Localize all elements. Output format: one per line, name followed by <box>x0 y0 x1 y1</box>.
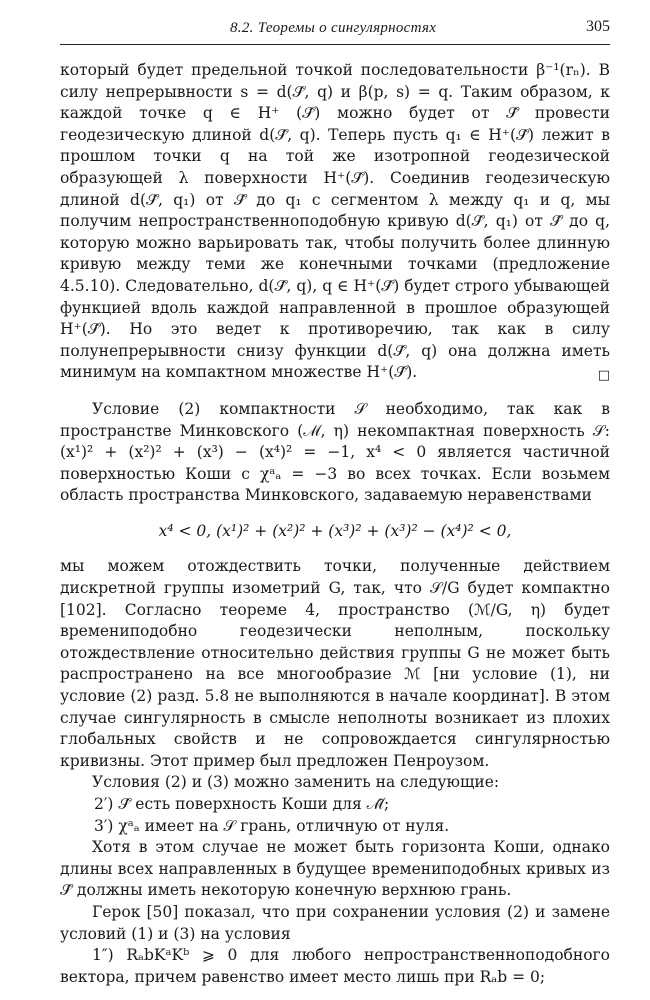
condition-3-prime: 3′) χᵃₐ имеет на 𝒮 грань, отличную от нуля. <box>94 816 450 835</box>
page-header <box>60 18 610 45</box>
qed-symbol: □ <box>597 368 610 384</box>
body-text <box>60 60 610 988</box>
paragraph-proof-end <box>60 60 610 384</box>
inequality-formula: x⁴ < 0, (x¹)² + (x²)² + (x³)² + (x³)² − (x⁴)² < 0, <box>158 521 512 540</box>
paragraph-cauchy-horizon: Хотя в этом случае не может быть горизонта Коши, однако длины всех направленных в будущее времениподобных кривых из 𝒮̂ должны иметь некоторую конечную верхнюю грань. <box>60 838 610 900</box>
proof-text: который будет предельной точкой последовательности β⁻¹(rₙ). В силу непрерывности s = d(𝒮̂, q) и β(p, s) = q. Таким образом, к каждой точке q ∈ H⁺ (𝒮̂) можно будет от 𝒮̂ провести геодезическую длиной d(𝒮̂, q). Теперь пусть q₁ ∈ H⁺(𝒮̂) лежит в прошлом точки q на той же изотропной геодезической образующей λ поверхности H⁺(𝒮̂). Соединив геодезическую длиной d(𝒮̂, q₁) от 𝒮̂ до q₁ с сегментом λ между q₁ и q, мы получим непространственноподобную кривую d(𝒮̂, q₁) от 𝒮̂ до q, которую можно варьировать так, чтобы получить более длинную кривую между теми же конечными точками (предложение 4.5.10). Следовательно, d(𝒮̂, q), q ∈ H⁺(𝒮̂) будет строго убывающей функцией вдоль каждой направленной в прошлое образующей H⁺(𝒮̂). Но это ведет к противоречию, так как в силу полунепрерывности снизу функции d(𝒮̂, q) она должна иметь минимум на компактном множестве H⁺(𝒮̂). <box>60 61 610 382</box>
condition-2-prime: 2′) 𝒮̂ есть поверхность Коши для ℳ̂; <box>94 795 390 813</box>
page-number: 305 <box>586 18 610 35</box>
condition-1-double-prime: 1″) RₐbKᵃKᵇ ⩾ 0 для любого непространственноподобного вектора, причем равенство имеет место лишь при Rₐb = 0; <box>60 946 610 986</box>
paragraph-replace-conditions: Условия (2) и (3) можно заменить на следующие: <box>92 773 500 792</box>
running-title: 8.2. Теоремы о сингулярностях <box>230 20 437 36</box>
paragraph-identification: мы можем отождествить точки, полученные действием дискретной группы изометрий G, так, что 𝒮/G будет компактно [102]. Согласно теореме 4, пространство (ℳ/G, η) будет времениподобно геодезически неполным, поскольку отождествление относительно действия группы G не может быть распространено на все многообразие ℳ [ни условие (1), ни условие (2) разд. 5.8 не выполняются в начале координат]. В этом случае сингулярность в смысле неполноты возникает из плохих глобальных свойств и не сопровождается сингулярностью кривизны. Этот пример был предложен Пенроузом. <box>60 557 610 770</box>
paragraph-compactness: Условие (2) компактности 𝒮 необходимо, так как в пространстве Минковского (ℳ, η) некомпактная поверхность 𝒮:(x¹)² + (x²)² + (x³) − (x⁴)² = −1, x⁴ < 0 является частичной поверхностью Коши с χᵃₐ = −3 во всех точках. Если возьмем область пространства Минковского, задаваемую неравенствами <box>60 399 610 505</box>
paragraph-geroch: Герок [50] показал, что при сохранении условия (2) и замене условий (1) и (3) на условия <box>60 902 610 943</box>
